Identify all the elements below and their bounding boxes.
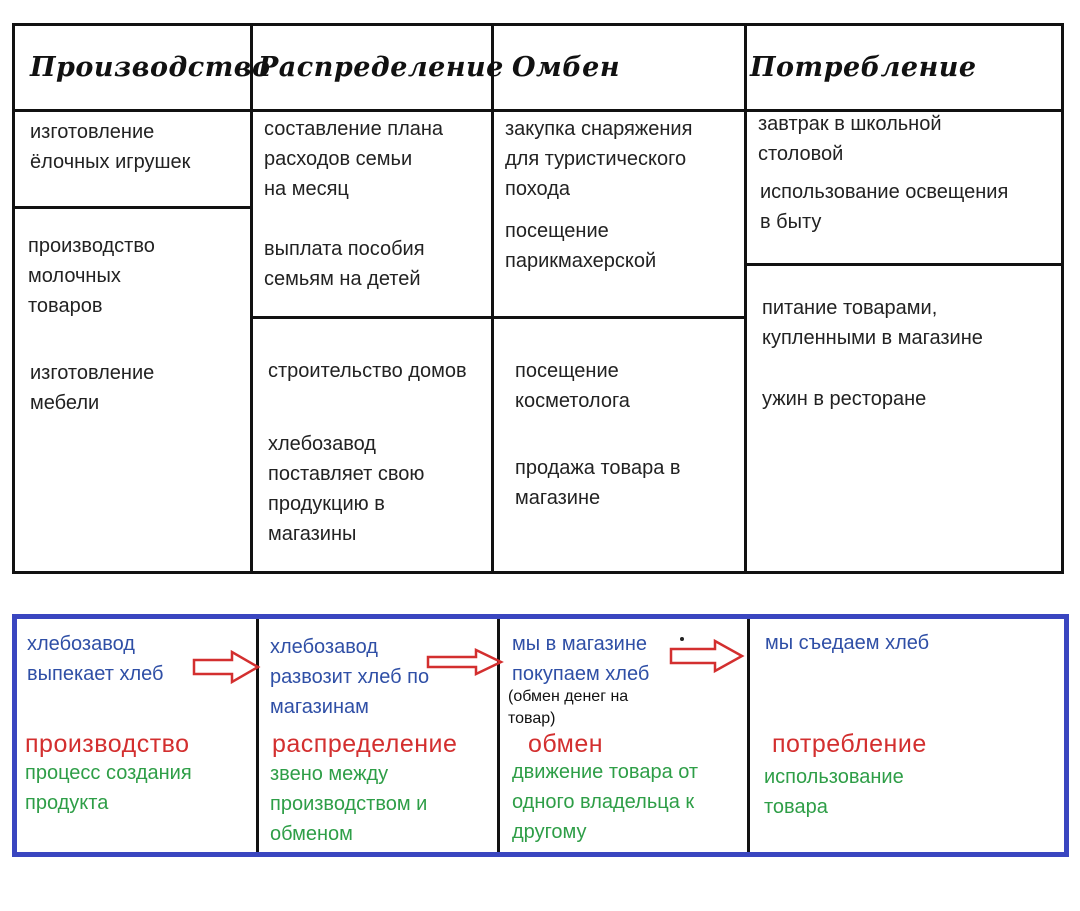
dot-mark (680, 637, 684, 641)
definition-distribution: звено между производством и обменом (270, 763, 428, 845)
exchange-item-3: посещение косметолога (515, 360, 630, 412)
header-production: Производство (30, 52, 271, 83)
table-col-divider-3 (744, 23, 747, 574)
definition-exchange: движение товара от одного владельца к другому (512, 761, 699, 843)
header-exchange: Омбен (512, 52, 621, 83)
consumption-item-3: питание товарами, купленными в магазине (762, 297, 983, 349)
consumption-item-4: ужин в ресторане (762, 388, 927, 410)
table-border-right (1061, 23, 1064, 574)
header-distribution: Распределение (258, 52, 504, 83)
production-item-3: изготовление мебели (30, 362, 155, 414)
consumption-row-divider (744, 263, 1064, 266)
distribution-item-1: составление плана расходов семьи на месяц (264, 118, 444, 200)
arrow-right-icon (192, 650, 262, 684)
table-border-bottom (12, 571, 1064, 574)
table-border-left (12, 23, 15, 574)
definition-consumption: использование товара (764, 766, 904, 818)
production-item-1: изготовление ёлочных игрушек (30, 121, 191, 173)
distribution-item-3: строительство домов (268, 360, 467, 382)
table-col-divider-2 (491, 23, 494, 574)
distribution-item-2: выплата пособия семьям на детей (264, 238, 425, 290)
arrow-right-icon (426, 648, 504, 676)
example-step-distribution: хлебозавод развозит хлеб по магазинам (270, 636, 430, 718)
term-distribution: распределение (272, 730, 458, 758)
term-exchange: обмен (528, 730, 604, 758)
distribution-item-4: хлебозавод поставляет свою продукцию в магазины (268, 433, 425, 545)
example-exchange-note: (обмен денег на товар) (508, 688, 629, 727)
table-border-top (12, 23, 1064, 26)
term-production: производство (25, 730, 190, 758)
distribution-row-divider (250, 316, 494, 319)
example-step-production: хлебозавод выпекает хлеб (27, 633, 164, 685)
table-col-divider-1 (250, 23, 253, 574)
production-item-2: производство молочных товаров (28, 235, 155, 317)
arrow-right-icon (669, 639, 745, 673)
example-border-top (12, 614, 1069, 619)
consumption-item-2: использование освещения в быту (760, 181, 1009, 233)
definition-production: процесс создания продукта (25, 762, 192, 814)
example-border-right (1064, 614, 1069, 857)
exchange-item-1: закупка снаряжения для туристического похода (505, 118, 693, 200)
exchange-row-divider (491, 316, 747, 319)
production-row-divider (12, 206, 253, 209)
header-consumption: Потребление (750, 52, 977, 83)
example-border-bottom (12, 852, 1069, 857)
example-col-divider-3 (747, 619, 750, 852)
exchange-item-4: продажа товара в магазине (515, 457, 681, 509)
term-consumption: потребление (772, 730, 927, 758)
consumption-item-1: завтрак в школьной столовой (758, 113, 942, 165)
example-step-consumption: мы съедаем хлеб (765, 632, 930, 654)
example-border-left (12, 614, 17, 857)
example-step-exchange: мы в магазине покупаем хлеб (512, 633, 650, 685)
exchange-item-2: посещение парикмахерской (505, 220, 657, 272)
